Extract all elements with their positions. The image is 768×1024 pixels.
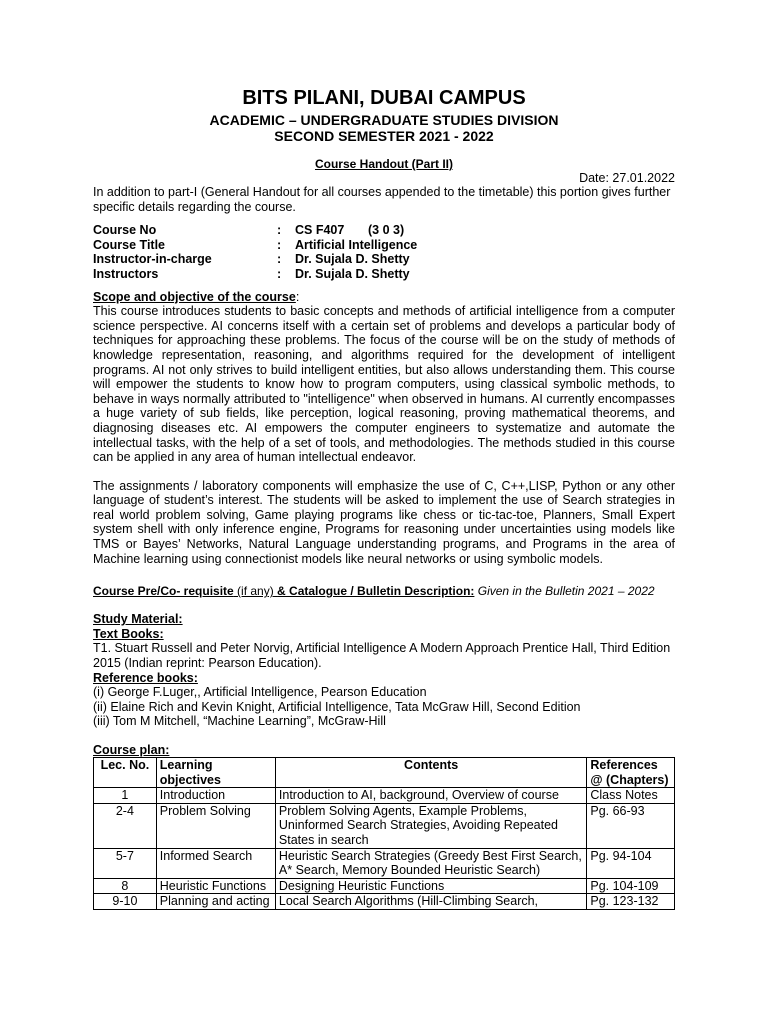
reference-cell: Class Notes — [587, 788, 675, 804]
table-row — [94, 803, 675, 848]
handout-page — [93, 86, 675, 910]
study-material — [93, 612, 675, 729]
scope-paragraph-2: The assignments / laboratory components will emphasize the use of C, C++,LISP, Python or any other language of student’s interest. The students will be asked to implement the use of Search strategies in real world problem solving, Game playing programs like chess or tic-tac-toe, Planners, Small Expert system shell with only inference engine, Programs for reasoning under uncertainties using models like TMS or Bayes’ Networks, Natural Language understanding programs, and Programs in the area of Machine learning using connectionist models like neural networks or using symbolic models. — [93, 478, 675, 566]
reference-cell: Pg. 104-109 — [587, 878, 675, 894]
contents-cell: Problem Solving Agents, Example Problems, Uninformed Search Strategies, Avoiding Repeated States in search — [275, 803, 586, 848]
reference-cell: Pg. 94-104 — [587, 848, 675, 878]
course-credits: (3 0 3) — [368, 223, 405, 238]
reference-cell: Pg. 123-132 — [587, 894, 675, 910]
course-code: CS F407 — [295, 223, 345, 238]
colon: : — [277, 223, 282, 238]
course-title-value: Artificial Intelligence — [295, 237, 418, 252]
incharge-label: Instructor-in-charge — [93, 252, 212, 267]
scope-heading — [93, 290, 675, 305]
reference-books-title: Reference books: — [93, 670, 198, 685]
table-row — [94, 878, 675, 894]
incharge-value: Dr. Sujala D. Shetty — [295, 252, 410, 267]
scope-paragraph-1: This course introduces students to basic concepts and methods of artificial intelligence from a computer science perspective. AI concerns itself with a certain set of problems and develops a particular body of techniques for approaching these problems. The focus of the course will be on the study of methods of knowledge representation, reasoning, and algorithms required for the development of intelligent programs. AI not only strives to build intelligent entities, but also allows understanding them. This course will empower the students to know how to program computers, using classical symbolic methods, to behave in ways normally attributed to "intelligence" when observed in humans. AI currently encompasses a huge variety of sub fields, like perception, logical reasoning, proving mathematical theorems, and diagnosing diseases etc. AI empowers the computer engineers to systematize and automate the intellectual tasks, with the help of a set of tools, and methodologies. The methods studied in this course can be applied in any area of human intellectual endeavor. — [93, 304, 675, 465]
semester-title: SECOND SEMESTER 2021 - 2022 — [274, 128, 494, 144]
prereq-part-4: Given in the Bulletin 2021 – 2022 — [474, 584, 655, 599]
objective-cell: Problem Solving — [156, 803, 275, 848]
prereq-part-1: Course Pre/Co- requisite — [93, 584, 234, 599]
scope-title: Scope and objective of the course — [93, 289, 296, 304]
course-no-row — [93, 223, 675, 238]
institution-title: BITS PILANI, DUBAI CAMPUS — [242, 87, 526, 109]
scope-title-suffix: : — [295, 289, 300, 304]
header-references: References @ (Chapters) — [587, 758, 675, 788]
division-title: ACADEMIC – UNDERGRADUATE STUDIES DIVISION — [209, 112, 559, 128]
course-no-label: Course No — [93, 223, 157, 238]
course-title-label: Course Title — [93, 237, 166, 252]
header-objectives: Learning objectives — [156, 758, 275, 788]
table-header-row — [94, 758, 675, 788]
contents-cell: Introduction to AI, background, Overview of course — [275, 788, 586, 804]
course-plan-table — [93, 757, 675, 910]
objective-cell: Informed Search — [156, 848, 275, 878]
table-row — [94, 788, 675, 804]
text-books-title: Text Books: — [93, 626, 164, 641]
contents-cell: Local Search Algorithms (Hill-Climbing Search, — [275, 894, 586, 910]
prereq-part-2: (if any) — [233, 584, 278, 599]
course-plan-title: Course plan: — [93, 743, 170, 757]
lec-no-cell: 9-10 — [94, 894, 157, 910]
colon: : — [277, 237, 282, 252]
lec-no-cell: 5-7 — [94, 848, 157, 878]
instructors-value: Dr. Sujala D. Shetty — [295, 266, 410, 281]
handout-title: Course Handout (Part II) — [314, 157, 453, 171]
table-row — [94, 848, 675, 878]
reference-1: (i) George F.Luger,, Artificial Intelligence, Pearson Education — [93, 685, 427, 700]
incharge-row — [93, 252, 675, 267]
objective-cell: Introduction — [156, 788, 275, 804]
course-info — [93, 223, 675, 281]
study-material-title: Study Material: — [93, 612, 183, 627]
course-title-row — [93, 238, 675, 253]
lec-no-cell: 1 — [94, 788, 157, 804]
reference-3: (iii) Tom M Mitchell, “Machine Learning”, McGraw-Hill — [93, 714, 386, 729]
lec-no-cell: 8 — [94, 878, 157, 894]
header-contents: Contents — [275, 758, 586, 788]
text-book-1: T1. Stuart Russell and Peter Norvig, Artificial Intelligence A Modern Approach Prentice Hall, Third Edition 2015 (Indian reprint: Pearson Education). — [93, 641, 671, 671]
handout-date: Date: 27.01.2022 — [579, 171, 675, 185]
contents-cell: Heuristic Search Strategies (Greedy Best First Search, A* Search, Memory Bounded Heuristic Search) — [275, 848, 586, 878]
instructors-label: Instructors — [93, 266, 159, 281]
prereq-part-3: & Catalogue / Bulletin Description: — [277, 584, 475, 599]
contents-cell: Designing Heuristic Functions — [275, 878, 586, 894]
intro-paragraph: In addition to part-I (General Handout for all courses appended to the timetable) this portion gives further specific details regarding the course. — [93, 185, 671, 214]
colon: : — [277, 266, 282, 281]
prerequisite-line — [93, 584, 675, 598]
objective-cell: Heuristic Functions — [156, 878, 275, 894]
objective-cell: Planning and acting — [156, 894, 275, 910]
table-row — [94, 894, 675, 910]
header-lec-no: Lec. No. — [94, 758, 157, 788]
reference-2: (ii) Elaine Rich and Kevin Knight, Artificial Intelligence, Tata McGraw Hill, Second Edition — [93, 699, 581, 714]
instructors-row — [93, 267, 675, 282]
colon: : — [277, 252, 282, 267]
lec-no-cell: 2-4 — [94, 803, 157, 848]
reference-cell: Pg. 66-93 — [587, 803, 675, 848]
